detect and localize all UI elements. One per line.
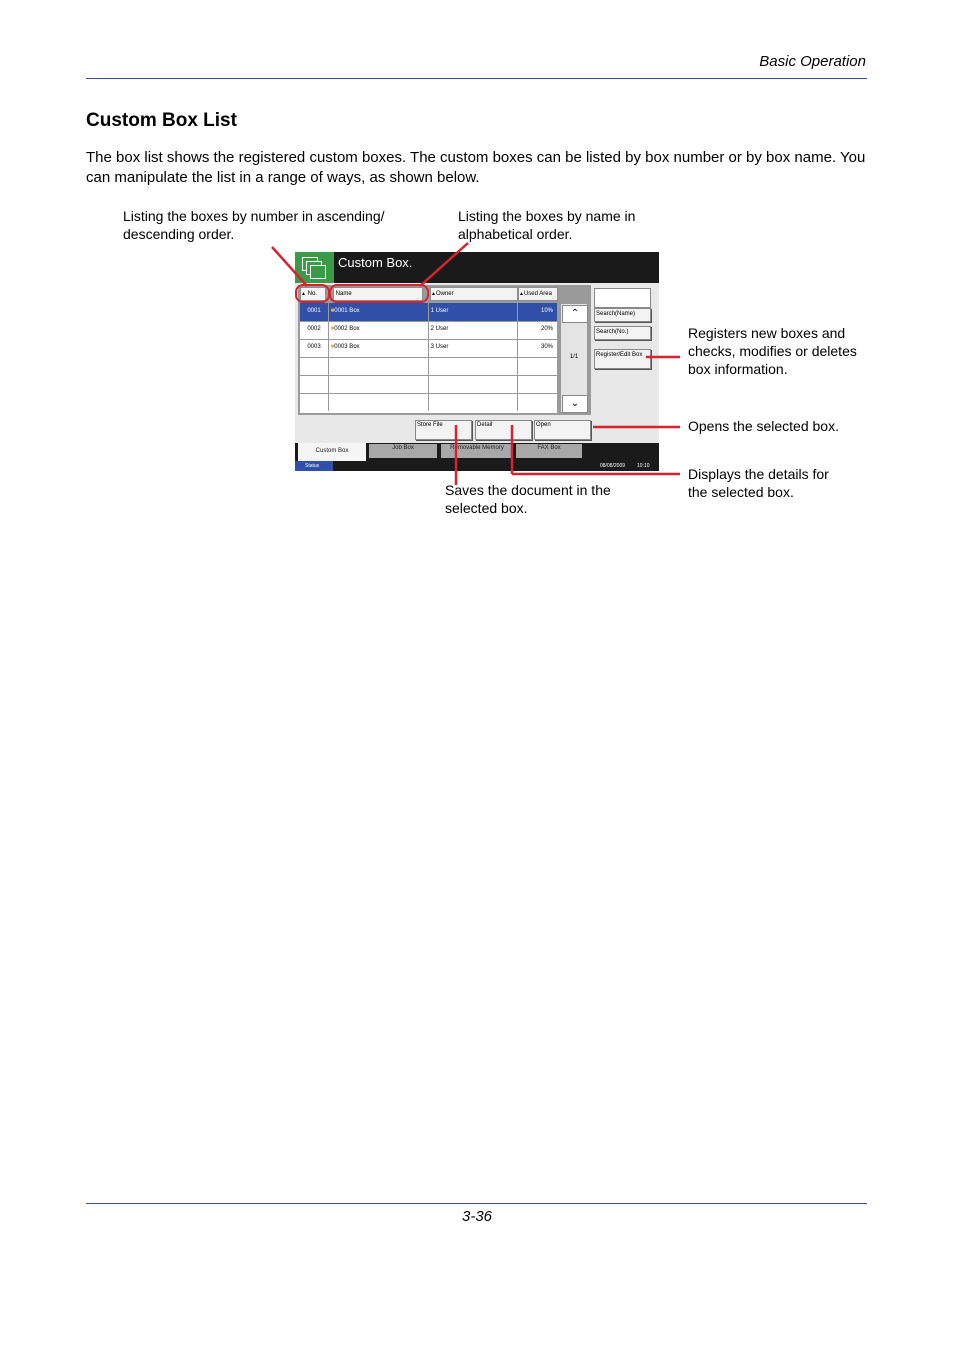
sort-name-button[interactable]: Name xyxy=(333,287,423,301)
folder-icon: ■ xyxy=(330,308,335,314)
tab-custom-box[interactable]: Custom Box xyxy=(298,443,366,461)
callout-store: Saves the document in the selected box. xyxy=(445,482,611,516)
callout-sort-name: Listing the boxes by name in alphabetical order. xyxy=(458,208,636,242)
search-name-button[interactable]: Search(Name) xyxy=(594,308,651,322)
intro-paragraph: The box list shows the registered custom boxes. The custom boxes can be listed by box number or by box name. You can manipulate the list in a range of ways, as shown below. xyxy=(86,149,866,186)
status-date: 08/08/2009 xyxy=(600,463,626,469)
chevron-up-icon: ⌃ xyxy=(570,308,580,319)
sort-used-area-button[interactable]: ▲Used Area xyxy=(518,287,558,301)
callout-sort-number: Listing the boxes by number in ascending/ descending order. xyxy=(123,208,385,242)
folder-icon: ■ xyxy=(330,344,335,350)
table-row[interactable]: 0001 ■0001 Box 1 User 10% xyxy=(300,303,557,322)
chevron-down-icon: ⌄ xyxy=(570,398,580,409)
store-file-button[interactable]: Store File xyxy=(415,420,472,440)
tab-fax-box[interactable]: FAX Box xyxy=(516,444,582,458)
callout-detail: Displays the details for the selected box. xyxy=(688,466,829,500)
footer-rule xyxy=(86,1203,867,1204)
callout-register: Registers new boxes and checks, modifies or deletes box information. xyxy=(688,325,857,377)
status-button[interactable]: Status xyxy=(295,461,333,471)
table-row[interactable]: 0002 ■0002 Box 2 User 20% xyxy=(300,321,557,340)
callout-open: Opens the selected box. xyxy=(688,418,839,434)
open-button[interactable]: Open xyxy=(534,420,591,440)
page-number: 3-36 xyxy=(462,1208,493,1225)
page-title: Custom Box List xyxy=(86,110,237,131)
screen-title: Custom Box. xyxy=(338,255,413,270)
sort-no-button[interactable]: ▲ No. xyxy=(300,287,326,301)
folder-icon: ■ xyxy=(330,326,335,332)
page-indicator: 1/1 xyxy=(569,354,579,360)
detail-button[interactable]: Detail xyxy=(475,420,532,440)
search-no-button[interactable]: Search(No.) xyxy=(594,326,651,340)
tab-job-box[interactable]: Job Box xyxy=(369,444,437,458)
table-row[interactable]: 0003 ■0003 Box 3 User 30% xyxy=(300,339,557,358)
tab-removable-memory[interactable]: Removable Memory xyxy=(441,444,513,458)
status-time: 10:10 xyxy=(637,463,650,469)
section-header: Basic Operation xyxy=(759,53,866,70)
register-edit-box-button[interactable]: Register/Edit Box xyxy=(594,349,651,369)
sort-owner-button[interactable]: ▲Owner xyxy=(430,287,518,301)
